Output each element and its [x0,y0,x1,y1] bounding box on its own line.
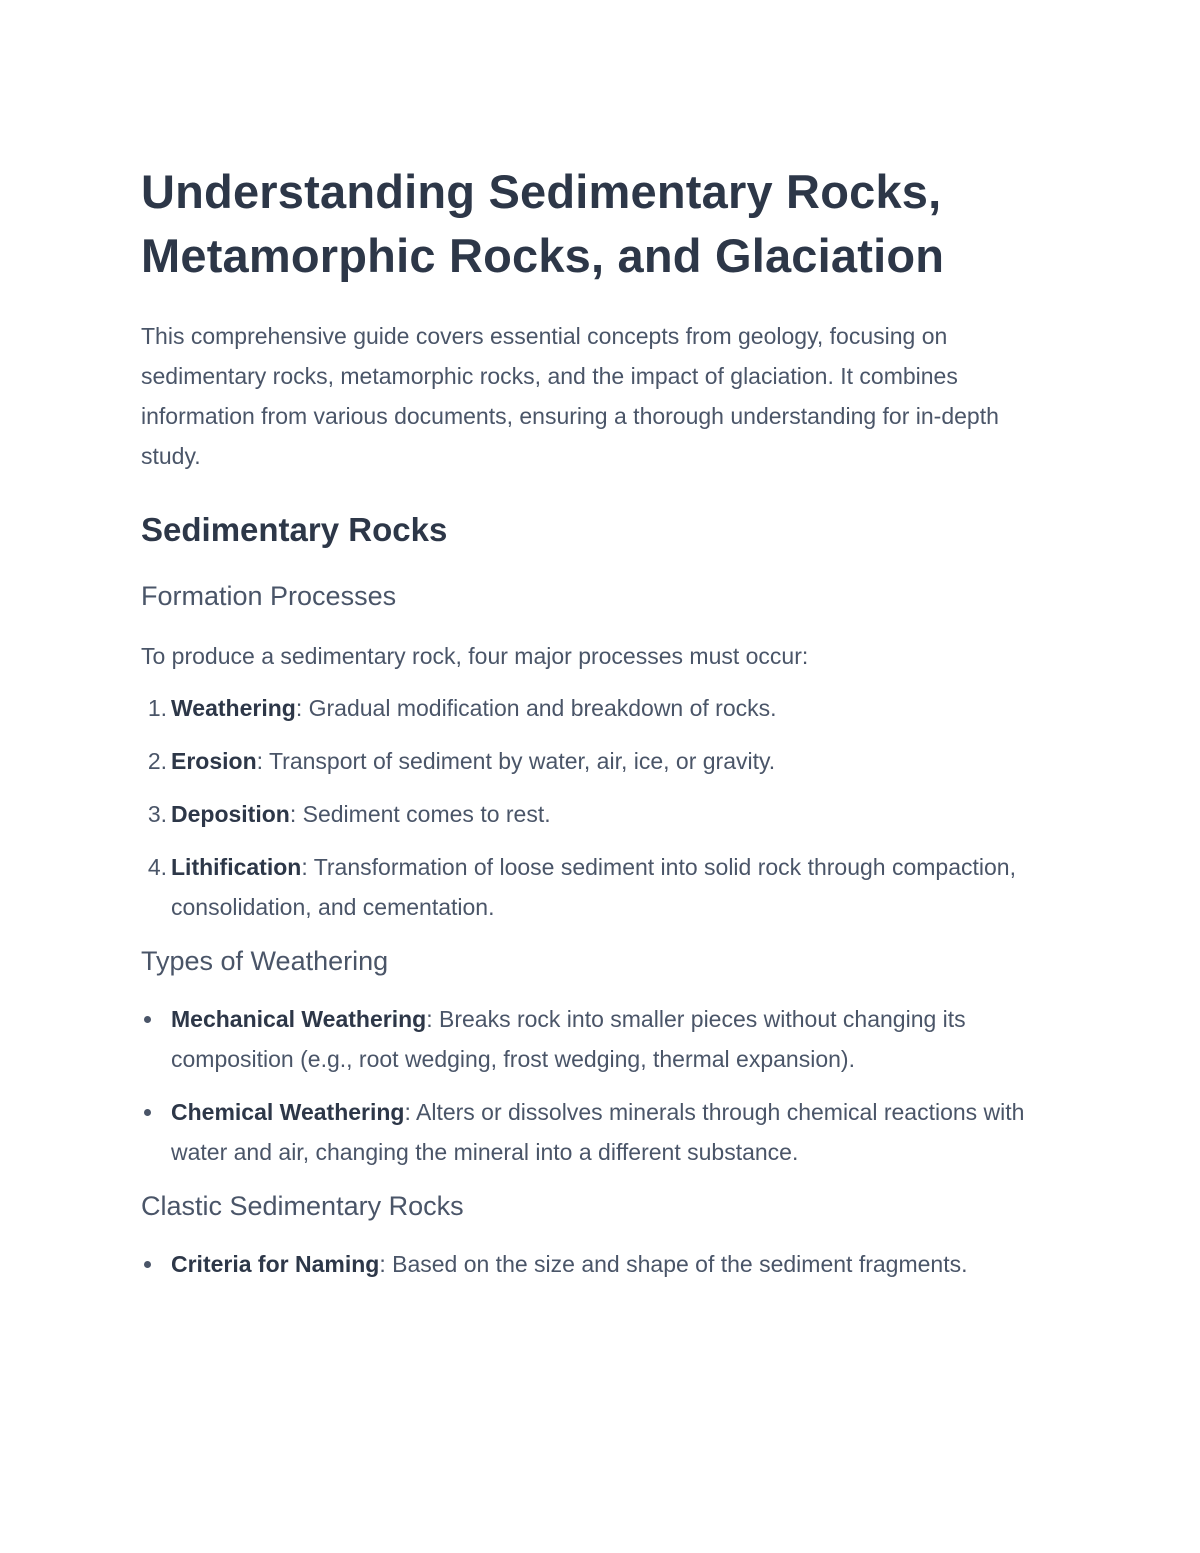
list-number: 1. [147,695,167,721]
term-weathering: Weathering [171,695,296,721]
term-criteria-for-naming: Criteria for Naming [171,1251,380,1277]
page-title: Understanding Sedimentary Rocks, Metamorphic Rocks, and Glaciation [141,165,945,282]
subheading-types-of-weathering: Types of Weathering [141,946,389,976]
term-description: : Breaks rock into smaller pieces without changing its composition (e.g., root wedging, frost wedging, thermal expansion). [171,1006,966,1072]
formation-lead-text: To produce a sedimentary rock, four major processes must occur: [141,643,809,669]
list-number: 4. [147,854,167,880]
term-deposition: Deposition [171,801,290,827]
term-lithification: Lithification [171,854,302,880]
weathering-types-list [141,999,1041,1172]
term-description: : Gradual modification and breakdown of rocks. [295,695,777,721]
list-item [141,794,1041,834]
document-page [141,160,1041,1284]
list-item [141,688,1041,728]
term-description: : Alters or dissolves minerals through chemical reactions with water and air, changing the mineral into a different substance. [171,1099,1025,1165]
subheading-formation-processes: Formation Processes [141,581,397,611]
list-item [141,1092,1041,1172]
term-description: : Sediment comes to rest. [289,801,551,827]
term-chemical-weathering: Chemical Weathering [171,1099,405,1125]
list-number: 3. [147,801,167,827]
list-item [141,1244,1041,1284]
intro-paragraph: This comprehensive guide covers essential concepts from geology, focusing on sedimentary rocks, metamorphic rocks, and the impact of glaciation. It combines information from various documents, ensuring a thorough understanding for in-depth study. [141,323,999,469]
subheading-clastic-sedimentary-rocks: Clastic Sedimentary Rocks [141,1191,464,1221]
bullet-icon [144,1109,151,1116]
section-heading-sedimentary-rocks: Sedimentary Rocks [141,511,448,548]
clastic-list [141,1244,1041,1284]
formation-process-list [141,688,1041,927]
term-mechanical-weathering: Mechanical Weathering [171,1006,427,1032]
list-number: 2. [147,748,167,774]
list-item [141,847,1041,927]
bullet-icon [144,1016,151,1023]
list-item [141,999,1041,1079]
bullet-icon [144,1261,151,1268]
term-description: : Transformation of loose sediment into solid rock through compaction, consolidation, and cementation. [171,854,1016,920]
term-description: : Based on the size and shape of the sediment fragments. [379,1251,968,1277]
list-item [141,741,1041,781]
term-erosion: Erosion [171,748,257,774]
term-description: : Transport of sediment by water, air, ice, or gravity. [256,748,776,774]
